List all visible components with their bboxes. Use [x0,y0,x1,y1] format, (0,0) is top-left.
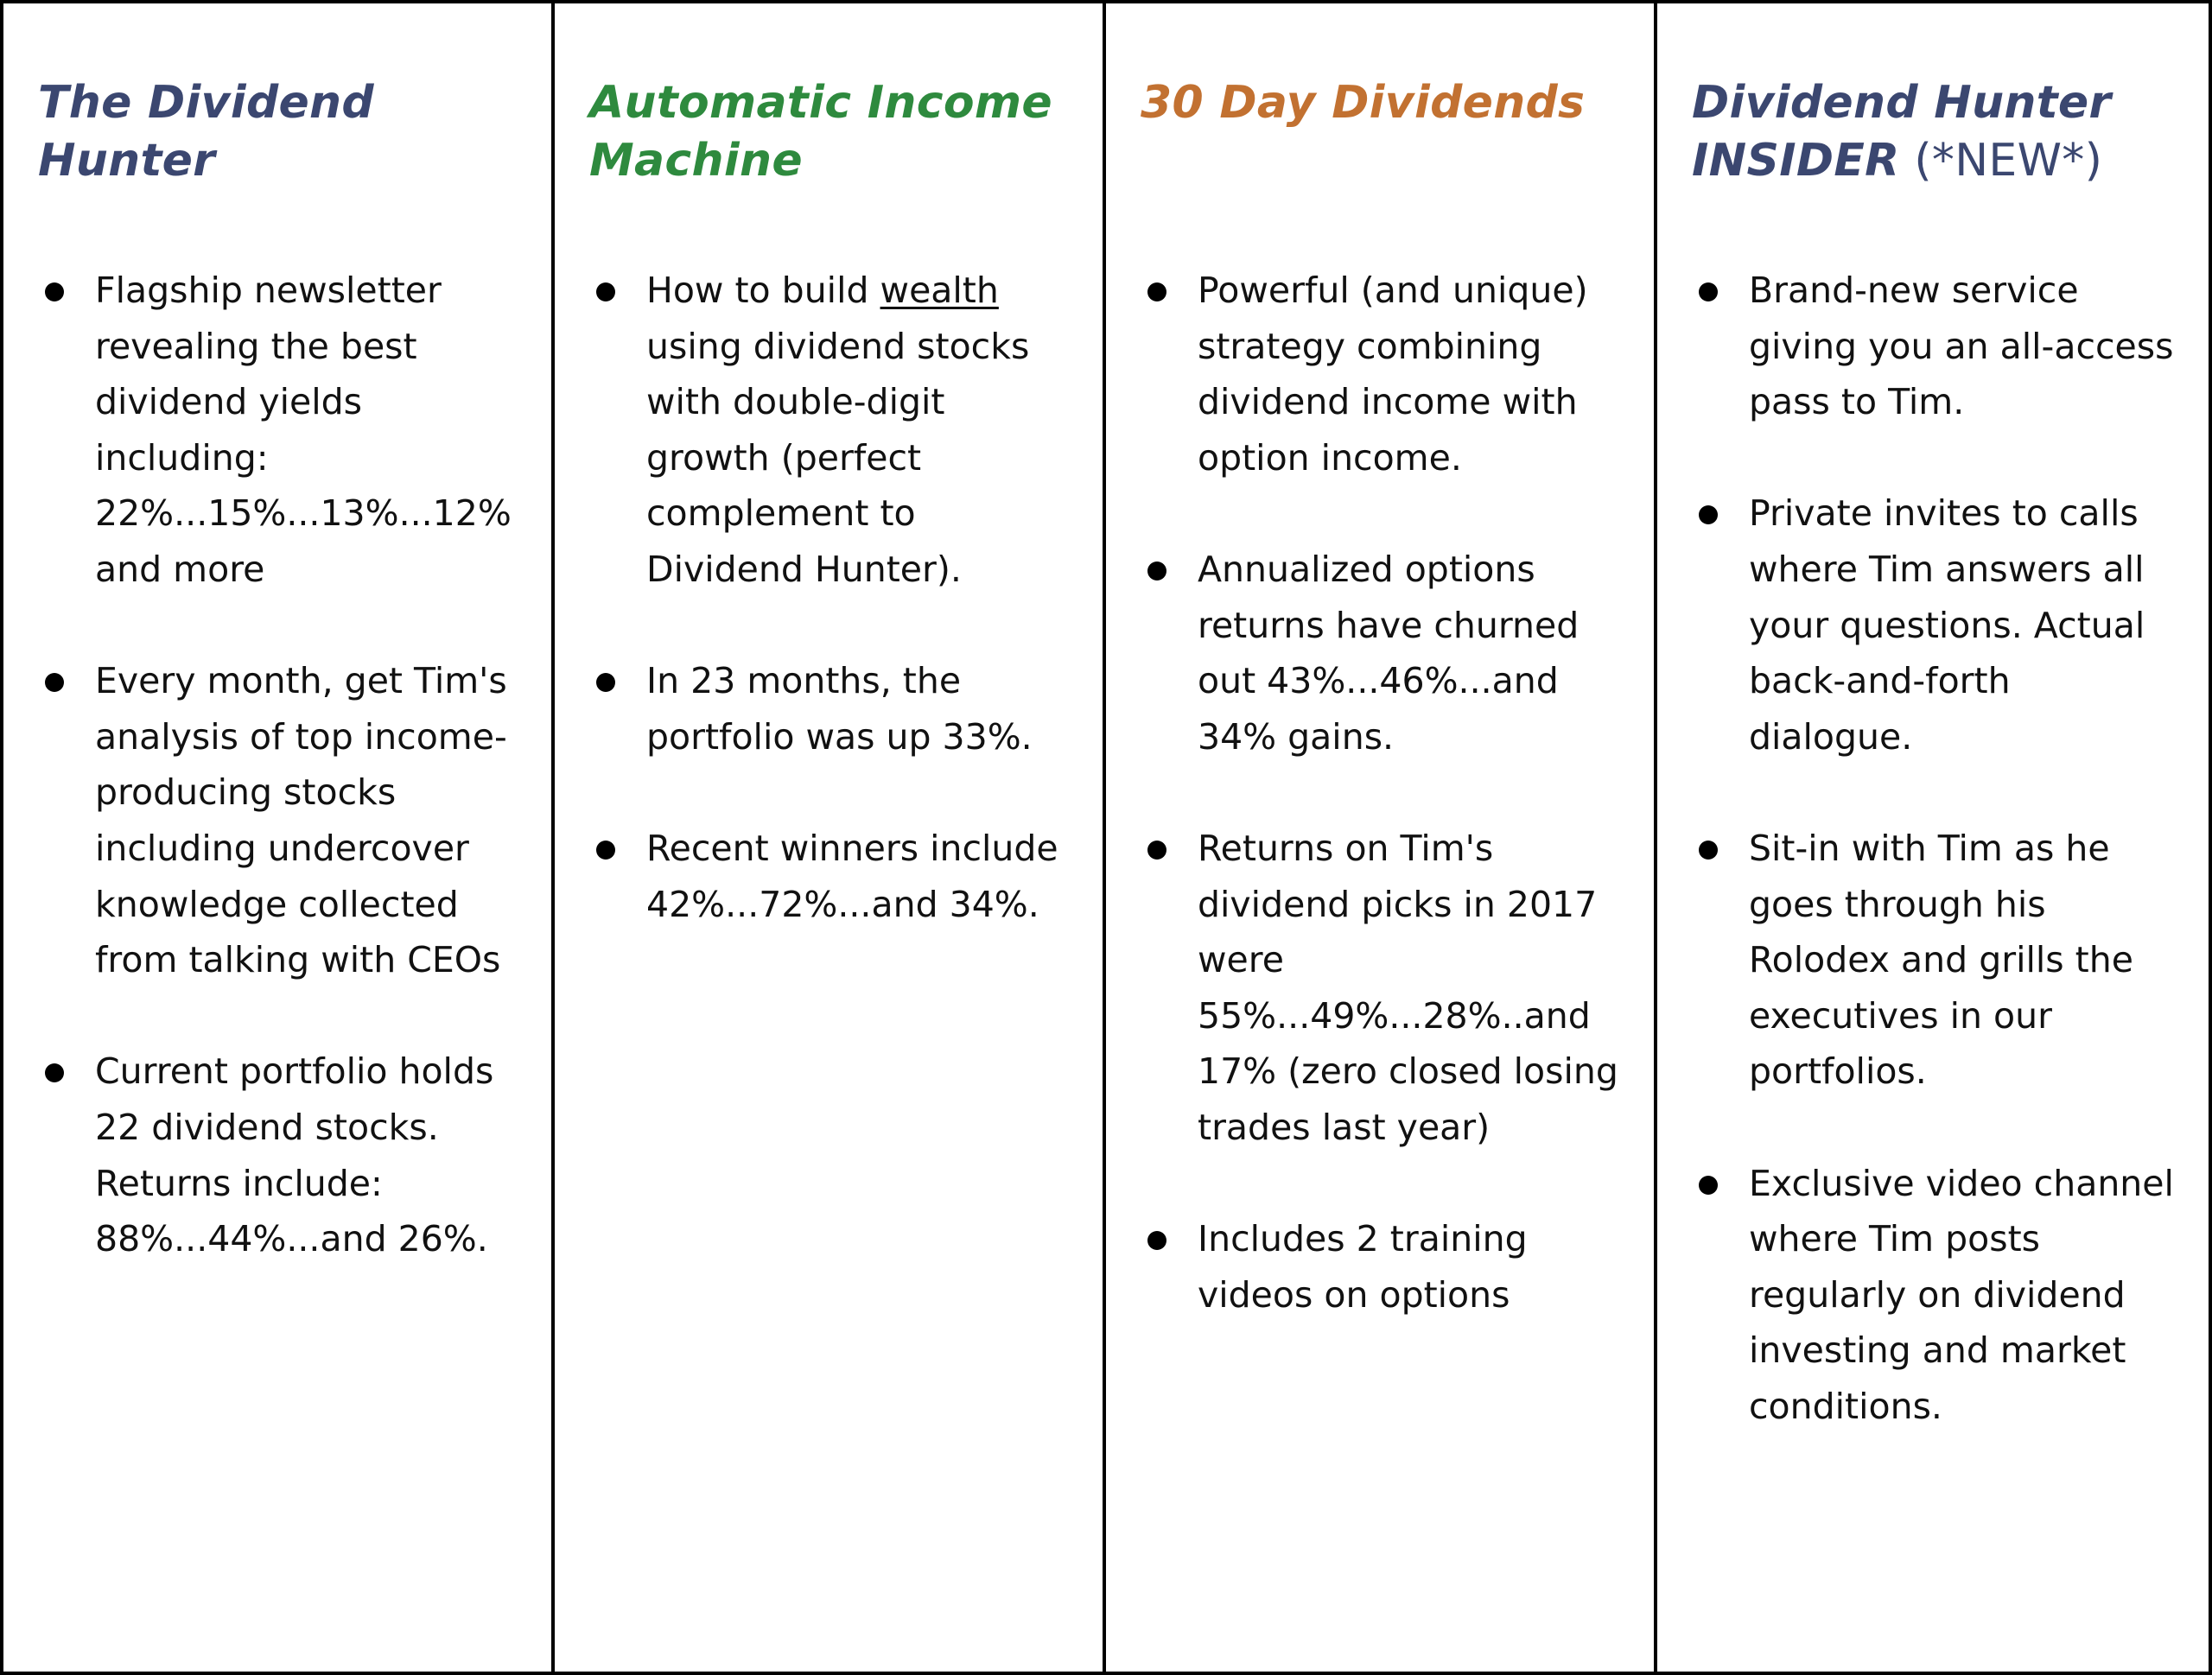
column-30-day-dividends [1106,3,1657,1672]
list-item: Sit-in with Tim as he goes through his Rolodex and grills the executives in our portfolios. [1692,821,2191,1100]
underlined-word: wealth [880,270,999,311]
list-item: Powerful (and unique) strategy combining dividend income with option income. [1141,263,1637,485]
feature-list [1692,263,2191,1434]
list-item: Recent winners include 42%...72%...and 34%. [589,821,1085,932]
new-badge: (*NEW*) [1899,135,2103,187]
feature-list [38,263,534,1267]
title-line: Machine [589,135,803,187]
list-item: Annualized options returns have churned out 43%...46%...and 34% gains. [1141,542,1637,765]
column-title [1141,74,1637,263]
list-item: Returns on Tim's dividend picks in 2017 were 55%...49%...28%..and 17% (zero closed losing trades last year) [1141,821,1637,1156]
column-automatic-income-machine [555,3,1106,1672]
column-title [38,74,534,263]
list-item: Private invites to calls where Tim answers all your questions. Actual back-and-forth dialogue. [1692,485,2191,765]
title-line: Automatic Income [589,77,1052,129]
feature-list [1141,263,1637,1323]
column-title [1692,74,2191,263]
column-dividend-hunter-insider [1657,3,2209,1672]
title-line: 30 Day Dividends [1141,77,1586,129]
list-item: Includes 2 training videos on options [1141,1211,1637,1323]
title-line: The Dividend [38,77,374,129]
list-item: How to build wealth using dividend stocks with double-digit growth (perfect complement to Dividend Hunter). [589,263,1085,598]
column-title [589,74,1085,263]
feature-list [589,263,1085,932]
title-line: INSIDER [1692,135,1900,187]
list-item: Exclusive video channel where Tim posts regularly on dividend investing and market conditions. [1692,1156,2191,1435]
list-item: Brand-new service giving you an all-access pass to Tim. [1692,263,2191,430]
list-item: Flagship newsletter revealing the best dividend yields including: 22%...15%...13%...12% and more [38,263,534,598]
list-item: Every month, get Tim's analysis of top income-producing stocks including undercover knowledge collected from talking with CEOs [38,653,534,988]
list-item: Current portfolio holds 22 dividend stocks. Returns include: 88%...44%...and 26%. [38,1044,534,1266]
column-dividend-hunter [3,3,555,1672]
title-line: Dividend Hunter [1692,77,2112,129]
title-line: Hunter [38,135,216,187]
list-item: In 23 months, the portfolio was up 33%. [589,653,1085,765]
